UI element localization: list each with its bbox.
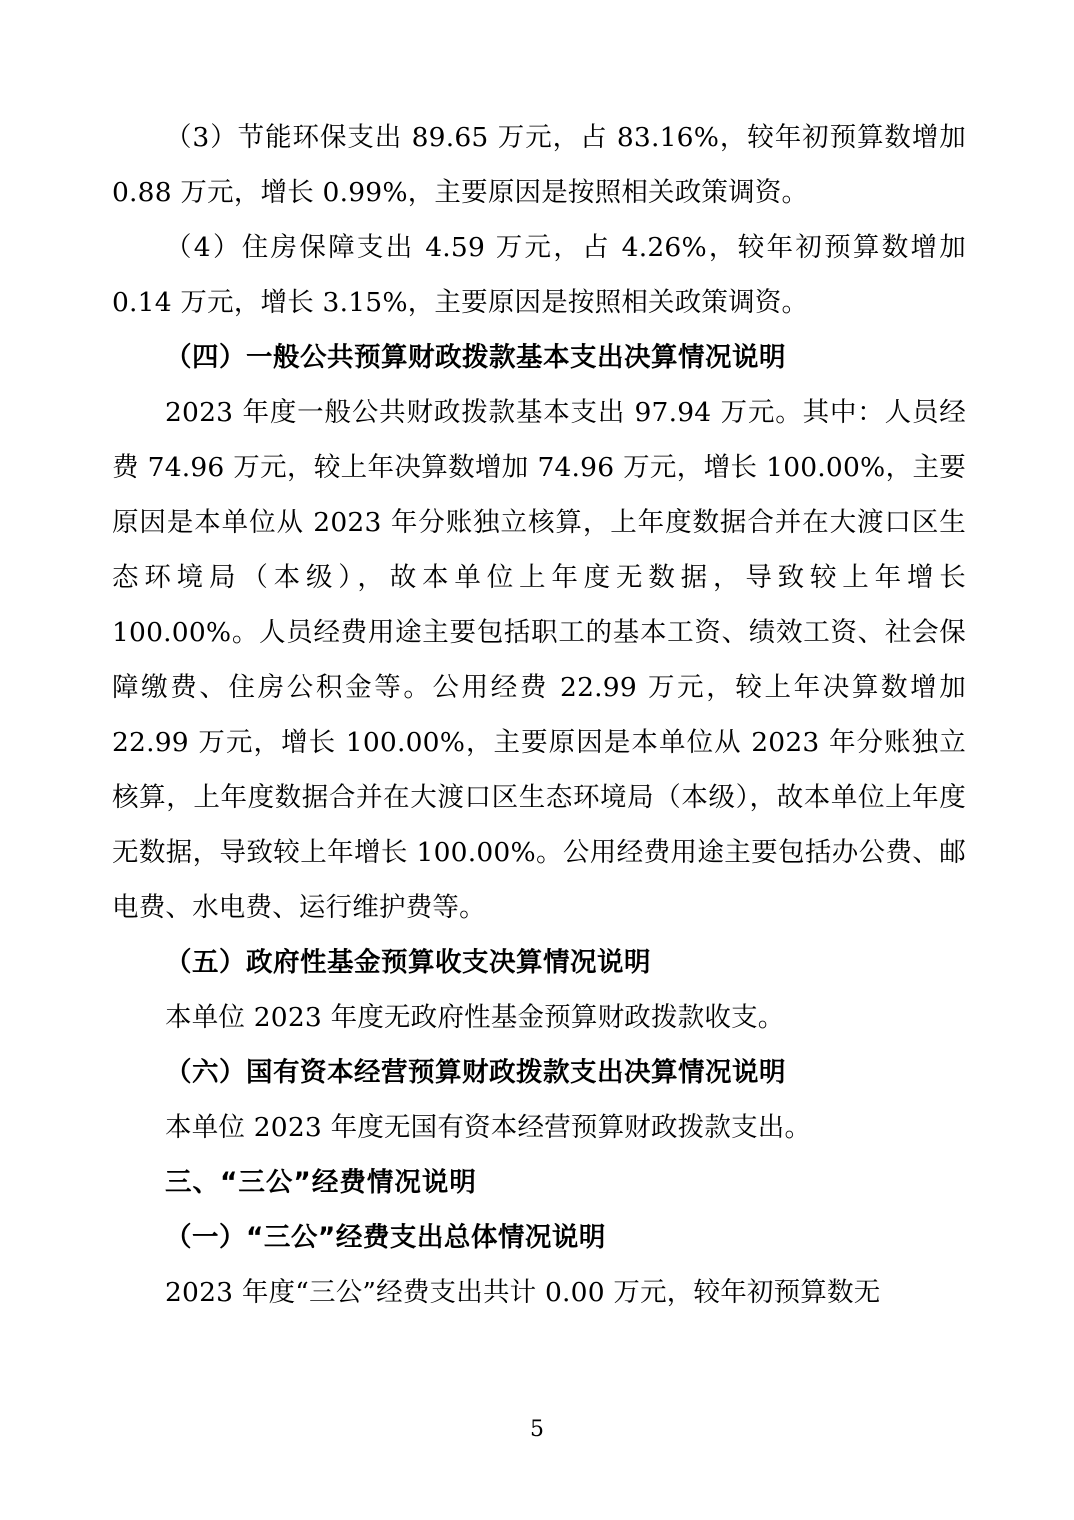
paragraph-state-capital: 本单位 2023 年度无国有资本经营预算财政拨款支出。: [165, 1112, 812, 1143]
page-number: 5: [530, 1417, 544, 1442]
heading-section-six: （六）国有资本经营预算财政拨款支出决算情况说明: [165, 1057, 786, 1088]
heading-section-five: （五）政府性基金预算收支决算情况说明: [165, 947, 651, 978]
paragraph-basic-expenditure: 2023 年度一般公共财政拨款基本支出 97.94 万元。其中：人员经费 74.96 万元，较上年决算数增加 74.96 万元，增长 100.00%，主要原因是本单位从 2023 年分账独立核算，上年度数据合并在大渡口区生态环境局（本级），故本单位上年度无数据，导致较上年增长 100.00%。人员经费用途主要包括职工的基本工资、绩效工资、社会保障缴费、住房公积金等。公用经费 22.99 万元，较上年决算数增加 22.99 万元，增长 100.00%，主要原因是本单位从 2023 年分账独立核算，上年度数据合并在大渡口区生态环境局（本级），故本单位上年度无数据，导致较上年增长 100.00%。公用经费用途主要包括办公费、邮电费、水电费、运行维护费等。: [112, 397, 966, 923]
paragraph-government-fund: 本单位 2023 年度无政府性基金预算财政拨款收支。: [165, 1002, 785, 1033]
document-body: [112, 110, 966, 1320]
heading-section-three: 三、“三公”经费情况说明: [165, 1167, 477, 1198]
paragraph-housing-security: （4）住房保障支出 4.59 万元，占 4.26%，较年初预算数增加 0.14 万元，增长 3.15%，主要原因是按照相关政策调资。: [112, 232, 966, 318]
heading-sangong-overall: （一）“三公”经费支出总体情况说明: [165, 1222, 606, 1253]
paragraph-energy-saving: （3）节能环保支出 89.65 万元，占 83.16%，较年初预算数增加 0.88 万元，增长 0.99%，主要原因是按照相关政策调资。: [112, 122, 966, 208]
paragraph-sangong-total: 2023 年度“三公”经费支出共计 0.00 万元，较年初预算数无: [165, 1277, 881, 1308]
heading-section-four: （四）一般公共预算财政拨款基本支出决算情况说明: [165, 342, 786, 373]
